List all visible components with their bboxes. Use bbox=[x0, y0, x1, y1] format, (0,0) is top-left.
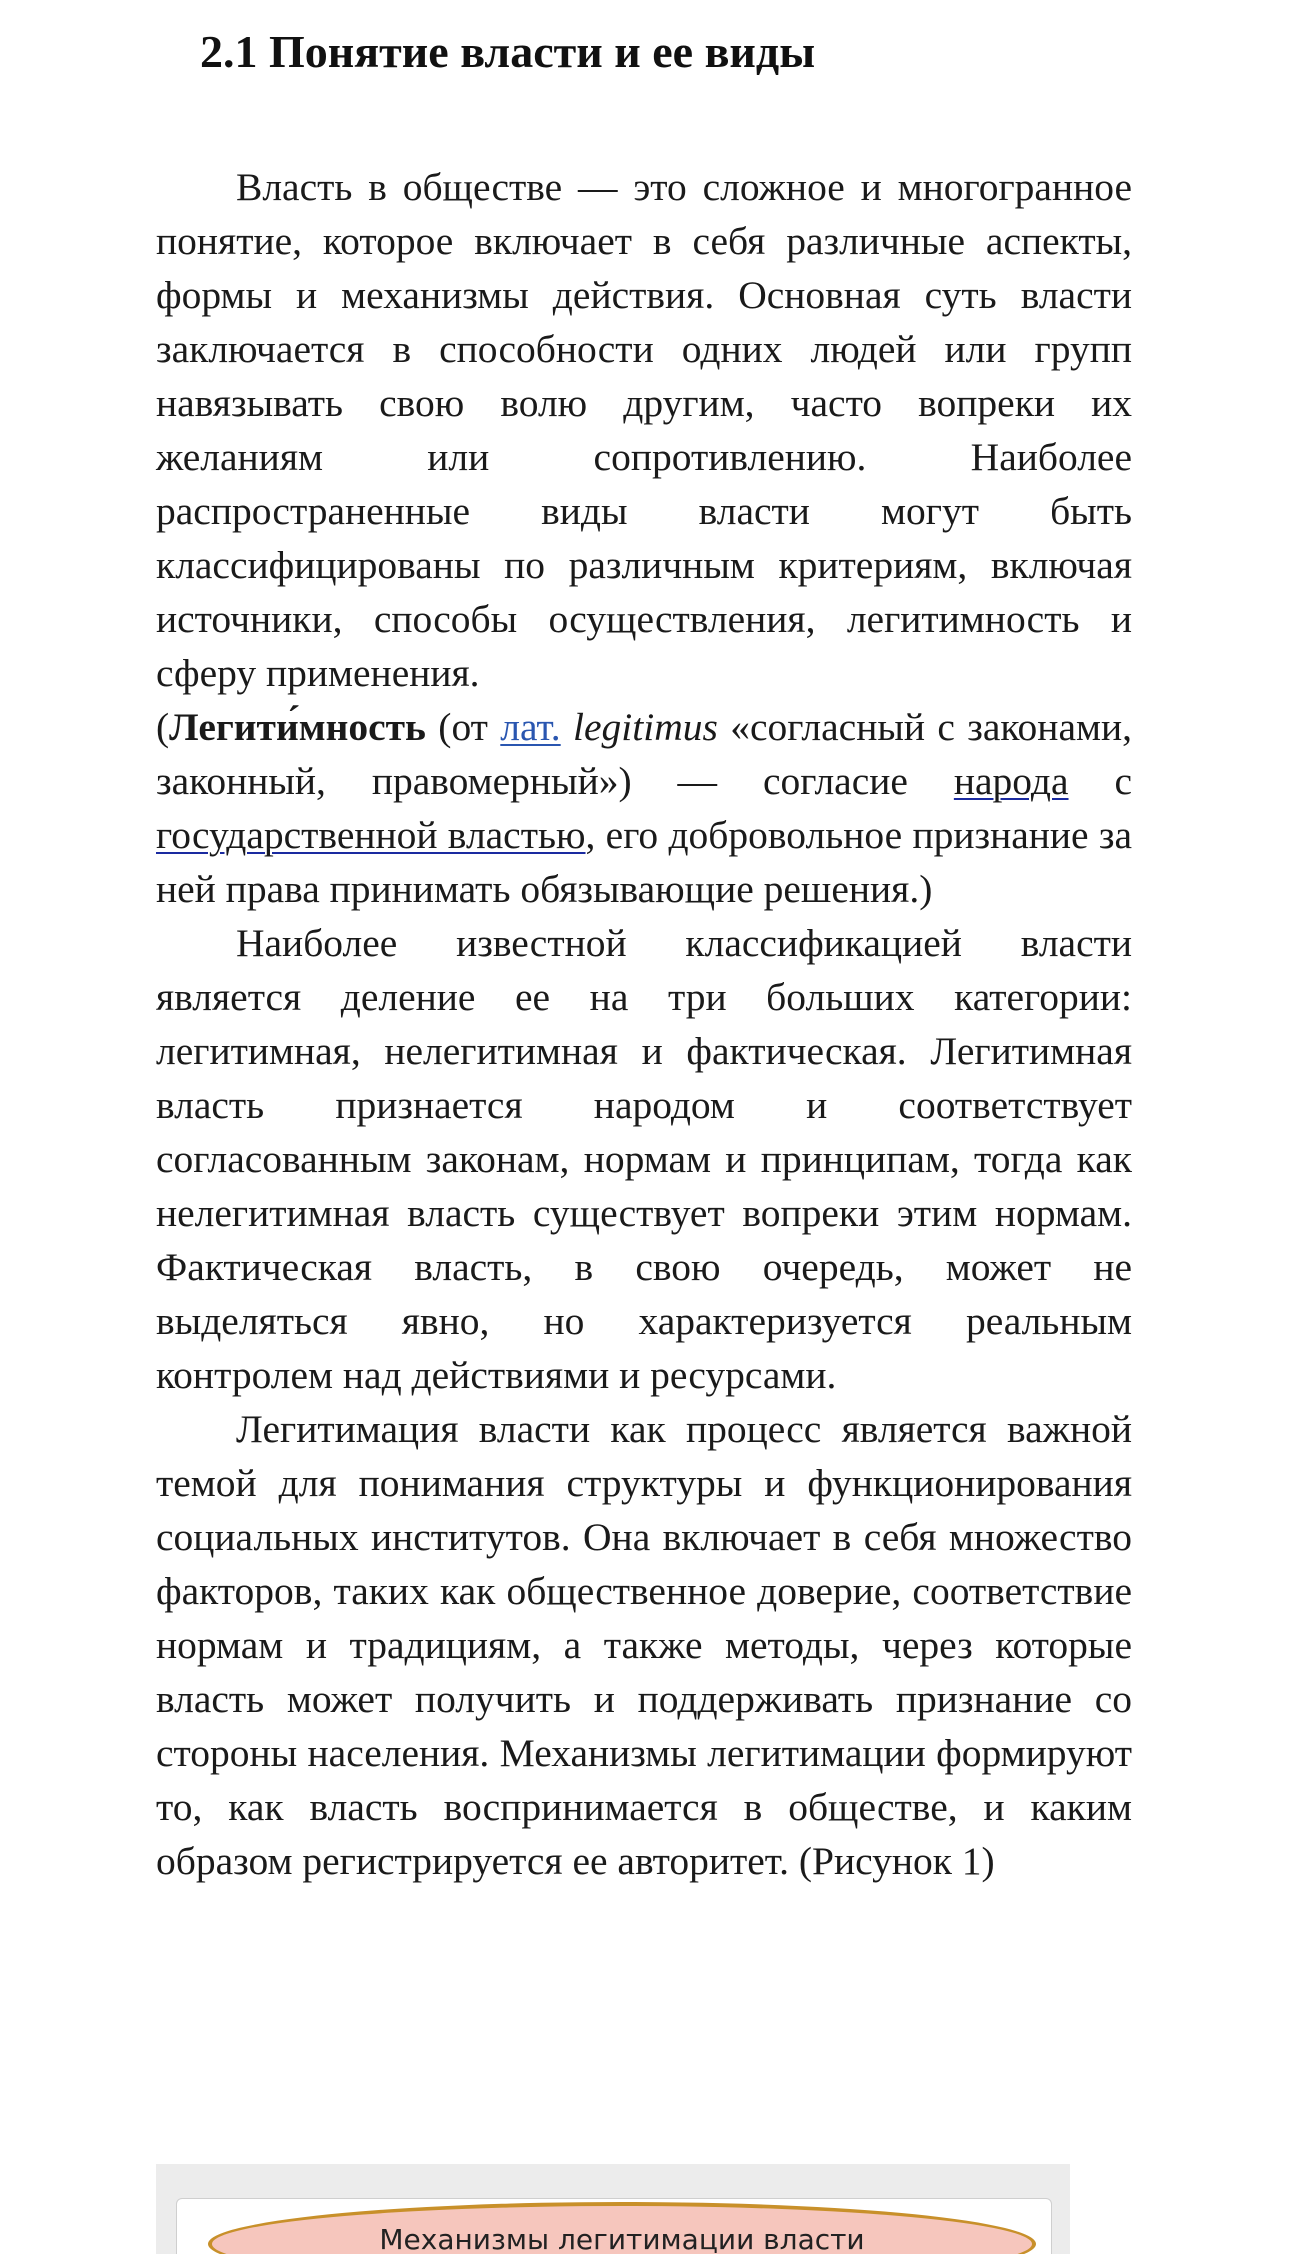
paragraph-power-concept: Власть в обществе — это сложное и многогранное понятие, которое включает в себя различные аспекты, формы и механизмы действия. Основная суть власти заключается в способности одних людей или групп навязывать свою волю другим, часто вопреки их желаниям или сопротивлению. Наиболее распространенные виды власти могут быть классифицированы по различным критериям, включая источники, способы осуществления, легитимность и сферу применения. bbox=[156, 165, 1132, 695]
people-link[interactable]: народа bbox=[953, 759, 1069, 803]
latin-word: legitimus bbox=[573, 705, 718, 749]
paragraph-legitimacy-definition bbox=[156, 700, 1132, 916]
latin-language-link[interactable]: лат. bbox=[500, 705, 561, 749]
definition-meaning: «согласный с законами, законный, правомерный») — согласие bbox=[156, 705, 1132, 803]
definition-rest: , его добровольное признание за ней права принимать обязывающие решения.) bbox=[156, 813, 1132, 911]
definition-space bbox=[561, 705, 573, 749]
figure-title: Механизмы легитимации власти bbox=[379, 2223, 865, 2254]
body-text bbox=[156, 160, 1132, 1888]
paragraph-power-classification: Наиболее известной классификацией власти является деление ее на три больших категории: легитимная, нелегитимная и фактическая. Легитимная власть признается народом и соответствует согласованным законам, нормам и принципам, тогда как нелегитимная власть существует вопреки этим нормам. Фактическая власть, в свою очередь, может не выделяться явно, но характеризуется реальным контролем над действиями и ресурсами. bbox=[156, 921, 1132, 1397]
state-power-link[interactable]: государственной властью bbox=[156, 813, 586, 857]
definition-from-text: (от bbox=[425, 705, 501, 749]
definition-open-paren: ( bbox=[156, 705, 170, 749]
definition-with-text: с bbox=[1068, 759, 1132, 803]
definition-term: Легити́мность bbox=[169, 705, 426, 749]
figure-1 bbox=[156, 2164, 1070, 2254]
section-heading: 2.1 Понятие власти и ее виды bbox=[200, 26, 816, 77]
paragraph-legitimation-process: Легитимация власти как процесс является важной темой для понимания структуры и функционирования социальных институтов. Она включает в себя множество факторов, таких как общественное доверие, соответствие нормам и традициям, а также методы, через которые власть может получить и поддерживать признание со стороны населения. Механизмы легитимации формируют то, как власть воспринимается в обществе, и каким образом регистрируется ее авторитет. (Рисунок 1) bbox=[156, 1407, 1132, 1883]
